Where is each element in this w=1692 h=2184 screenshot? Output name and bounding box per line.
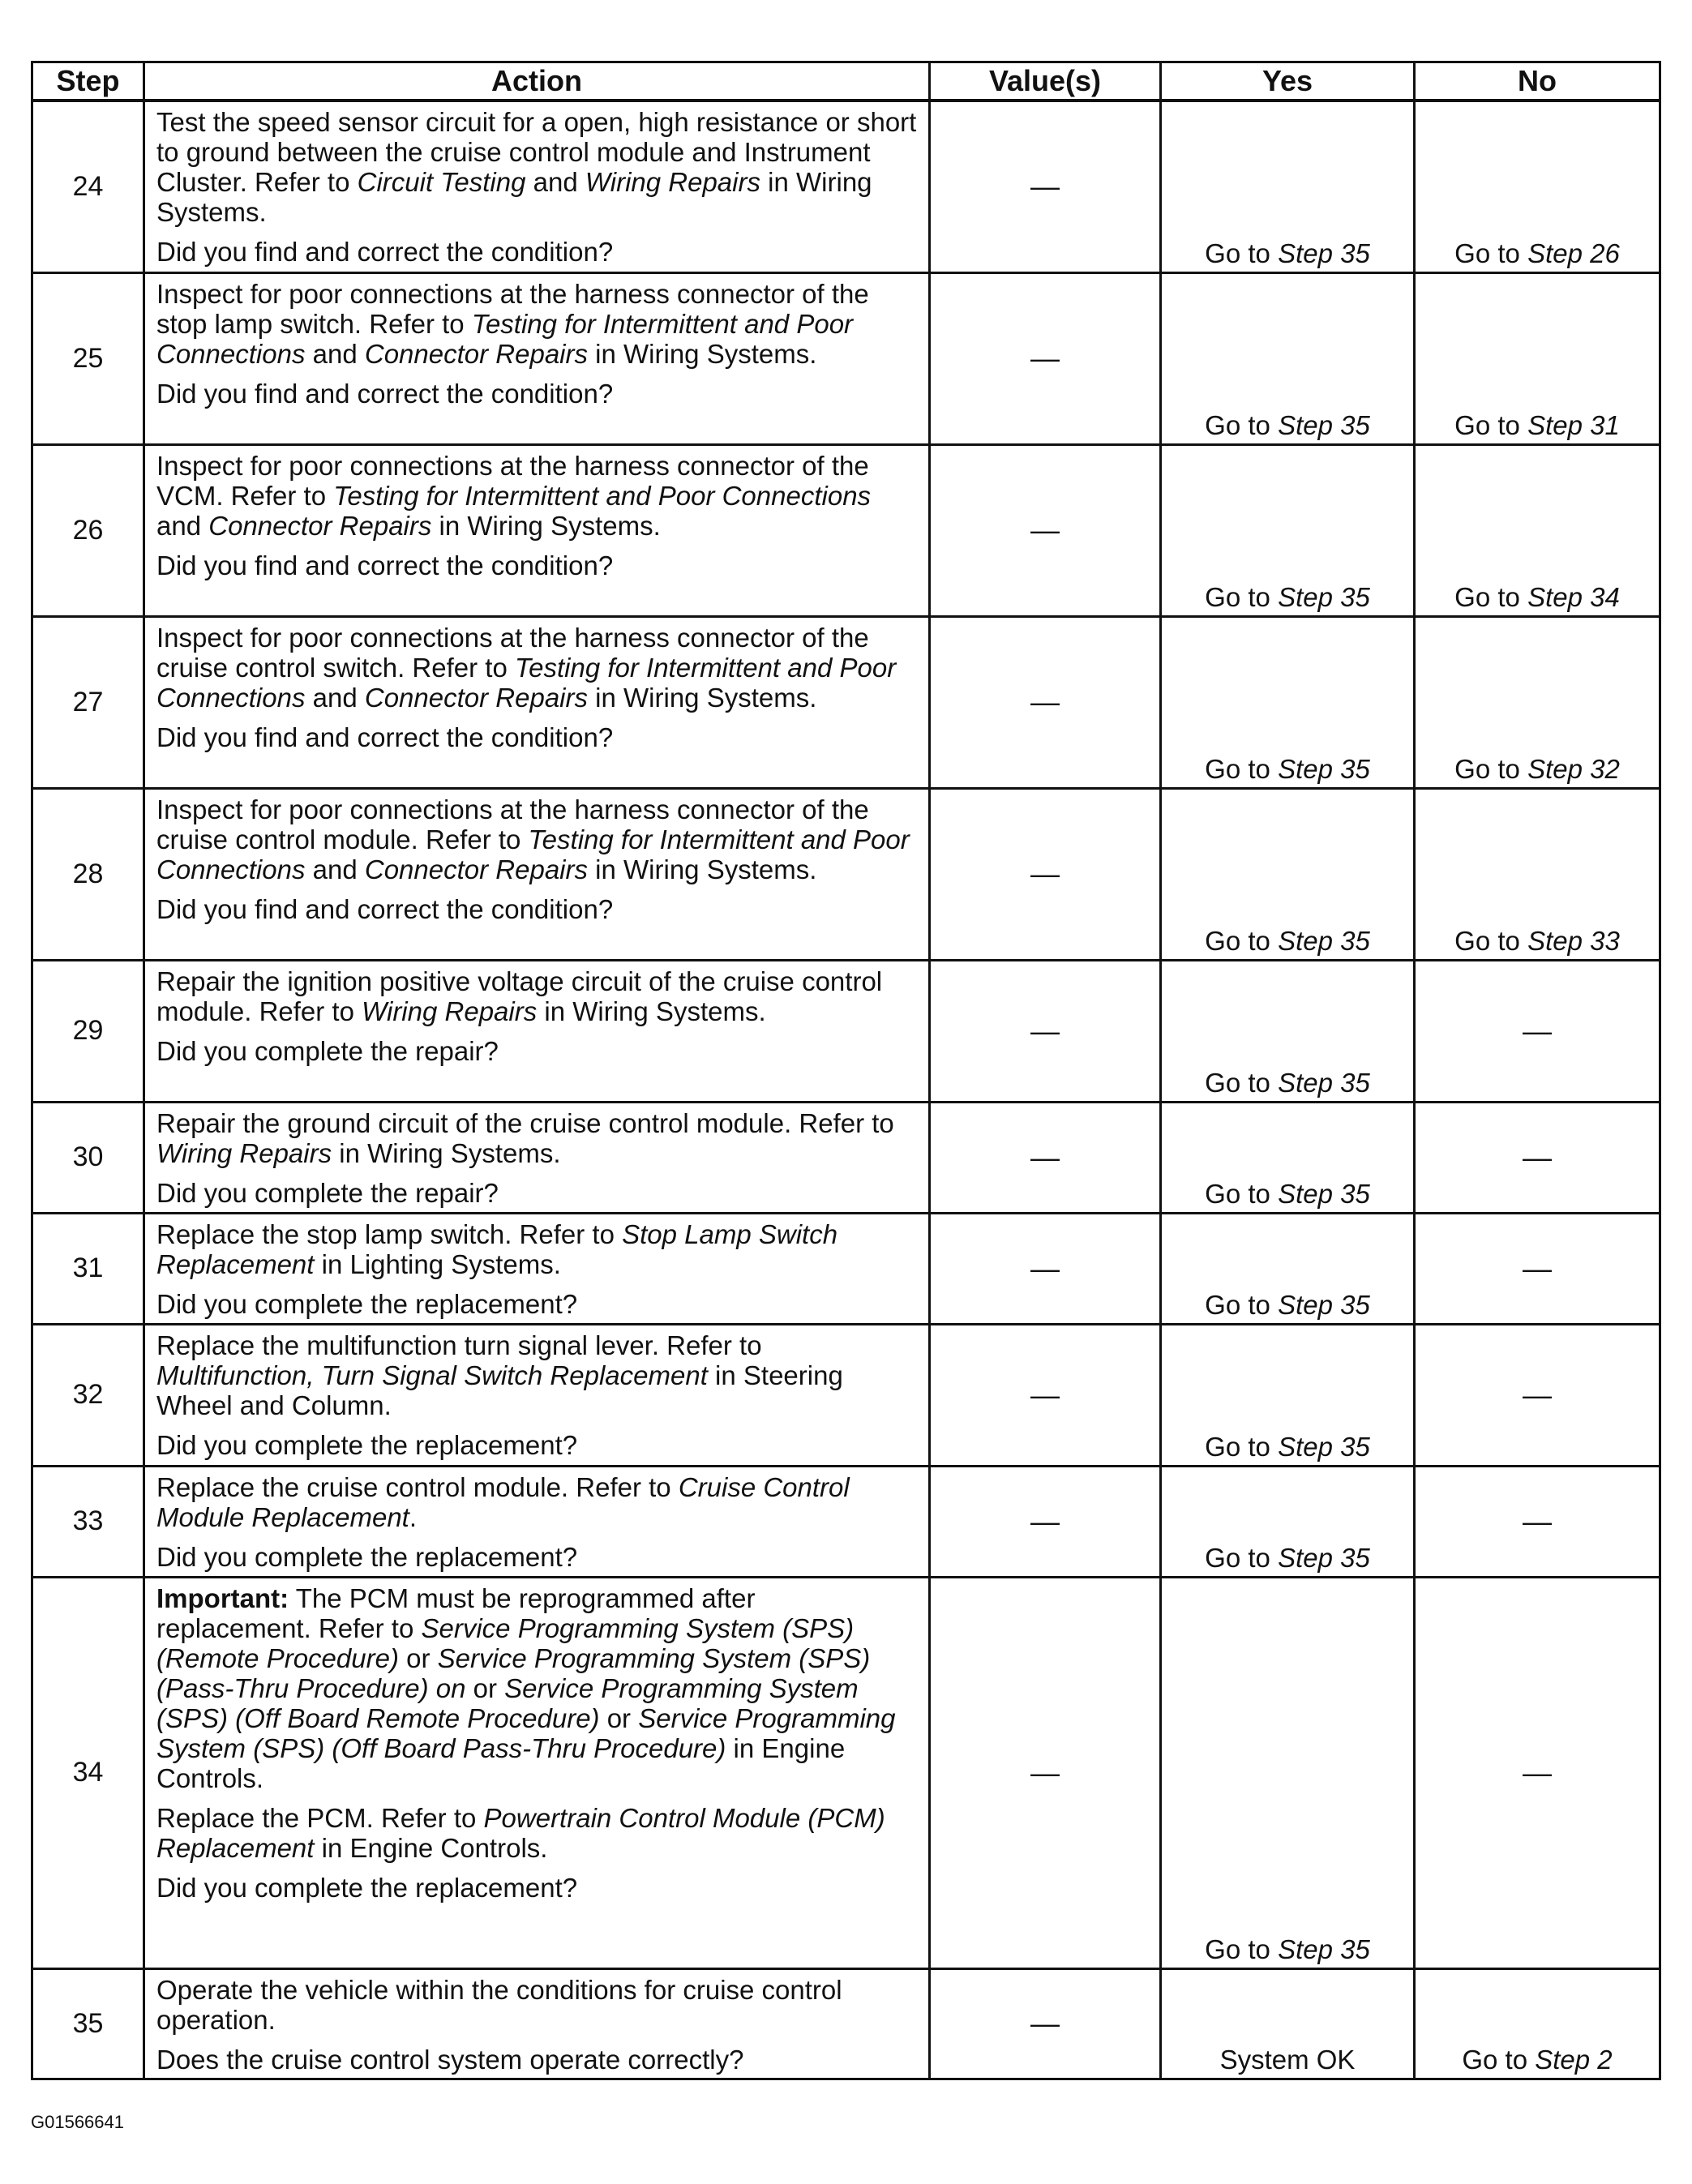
no-reference: Step 34: [1527, 581, 1620, 612]
yes-text: Go to: [1205, 1178, 1279, 1209]
action-instruction: [156, 279, 917, 369]
step-number: 35: [32, 1968, 144, 2079]
action-text: in Wiring Systems.: [156, 167, 872, 227]
action-reference: Powertrain Control Module (PCM) Replacement: [156, 1802, 885, 1863]
value-cell: —: [930, 1466, 1161, 1577]
step-number: 31: [32, 1213, 144, 1324]
action-text: or: [599, 1702, 639, 1733]
value-cell: —: [930, 1102, 1161, 1213]
header-no: No: [1415, 62, 1660, 101]
no-text: —: [1523, 1505, 1552, 1538]
yes-reference: Step 35: [1278, 1289, 1370, 1320]
action-text: Inspect for poor connections at the harness connector of the cruise control switch. Refer to: [156, 622, 869, 683]
step-number: 28: [32, 788, 144, 960]
no-reference: Step 31: [1527, 409, 1620, 440]
yes-text: Go to: [1205, 1431, 1279, 1462]
action-text: and: [156, 510, 209, 541]
no-cell: [1415, 1324, 1660, 1466]
action-text: or: [465, 1672, 505, 1703]
action-text: in Engine Controls.: [314, 1832, 548, 1863]
action-text: in Wiring Systems.: [332, 1137, 561, 1168]
value-cell: —: [930, 101, 1161, 272]
no-text: Go to: [1454, 581, 1528, 612]
no-cell: [1415, 1102, 1660, 1213]
diagnostic-table: [31, 61, 1661, 2080]
no-cell: [1415, 272, 1660, 444]
yes-reference: Step 35: [1278, 409, 1370, 440]
table-row: [32, 1213, 1660, 1324]
no-text: —: [1523, 1141, 1552, 1174]
action-instruction: [156, 794, 917, 884]
value-cell: —: [930, 1324, 1161, 1466]
action-reference: Connector Repairs: [364, 338, 588, 369]
yes-cell: [1161, 272, 1415, 444]
action-reference: Stop Lamp Switch Replacement: [156, 1218, 838, 1279]
action-reference: Connector Repairs: [208, 510, 432, 541]
yes-cell: [1161, 1213, 1415, 1324]
action-reference: Wiring Repairs: [585, 167, 760, 197]
header-values: Value(s): [930, 62, 1161, 101]
action-question: Does the cruise control system operate correctly?: [156, 2044, 744, 2075]
yes-text: System OK: [1219, 2044, 1356, 2075]
action-text: in Wiring Systems.: [431, 510, 661, 541]
action-question: Did you complete the repair?: [156, 1177, 499, 1208]
action-reference: Multifunction, Turn Signal Switch Replacement: [156, 1360, 708, 1390]
action-reference: Service Programming System (SPS) (Remote Procedure): [156, 1612, 855, 1673]
action-question: Did you find and correct the condition?: [156, 722, 614, 752]
action-question: Did you find and correct the condition?: [156, 237, 614, 267]
no-text: —: [1523, 1756, 1552, 1789]
yes-reference: Step 35: [1278, 1542, 1370, 1573]
header-step: Step: [32, 62, 144, 101]
yes-text: Go to: [1205, 409, 1279, 440]
action-cell: [144, 1577, 930, 1968]
no-text: Go to: [1454, 238, 1528, 268]
action-reference: Testing for Intermittent and Poor Connections: [156, 652, 897, 713]
action-cell: [144, 1213, 930, 1324]
action-instruction: [156, 623, 917, 713]
action-text: Inspect for poor connections at the harness connector of the cruise control module. Refer to: [156, 794, 869, 854]
yes-cell: [1161, 1968, 1415, 2079]
action-text: and: [305, 854, 365, 884]
action-reference: Wiring Repairs: [156, 1137, 332, 1168]
action-reference: Testing for Intermittent and Poor Connections: [333, 480, 872, 511]
yes-reference: Step 35: [1278, 581, 1370, 612]
action-reference: Service Programming System (SPS) (Off Board Pass-Thru Procedure): [156, 1702, 896, 1763]
yes-text: Go to: [1205, 581, 1279, 612]
action-reference: Testing for Intermittent and Poor Connections: [156, 824, 910, 884]
yes-text: Go to: [1205, 238, 1279, 268]
no-cell: [1415, 960, 1660, 1102]
action-question: Did you complete the repair?: [156, 1035, 499, 1066]
yes-reference: Step 35: [1278, 238, 1370, 268]
table-row: [32, 444, 1660, 616]
step-number: 26: [32, 444, 144, 616]
no-reference: Step 26: [1527, 238, 1620, 268]
action-reference: Service Programming System (SPS) (Off Board Remote Procedure): [156, 1672, 859, 1733]
no-text: Go to: [1454, 409, 1528, 440]
action-cell: [144, 272, 930, 444]
action-text: in Wiring Systems.: [588, 682, 817, 713]
action-reference: Connector Repairs: [364, 854, 588, 884]
yes-text: Go to: [1205, 925, 1279, 956]
action-text: in Wiring Systems.: [537, 996, 766, 1026]
yes-cell: [1161, 101, 1415, 272]
yes-reference: Step 35: [1278, 1067, 1370, 1098]
value-cell: —: [930, 960, 1161, 1102]
action-text: in Wiring Systems.: [588, 854, 817, 884]
yes-text: Go to: [1205, 1067, 1279, 1098]
action-text: and: [305, 338, 365, 369]
action-text: The PCM must be reprogrammed after replacement. Refer to: [156, 1582, 756, 1643]
action-question: Did you complete the replacement?: [156, 1541, 578, 1572]
action-instruction: [156, 1330, 917, 1420]
no-cell: [1415, 1577, 1660, 1968]
no-cell: [1415, 444, 1660, 616]
value-cell: —: [930, 616, 1161, 788]
action-cell: [144, 444, 930, 616]
action-reference: Circuit Testing: [357, 167, 526, 197]
action-reference: Wiring Repairs: [362, 996, 538, 1026]
yes-cell: [1161, 444, 1415, 616]
action-cell: [144, 1466, 930, 1577]
yes-text: Go to: [1205, 1542, 1279, 1573]
no-reference: Step 32: [1527, 753, 1620, 784]
value-cell: —: [930, 272, 1161, 444]
action-question: Did you complete the replacement?: [156, 1872, 578, 1903]
step-number: 34: [32, 1577, 144, 1968]
no-text: Go to: [1462, 2044, 1536, 2075]
yes-reference: Step 35: [1278, 1431, 1370, 1462]
step-number: 27: [32, 616, 144, 788]
yes-cell: [1161, 616, 1415, 788]
action-instruction: [156, 1472, 917, 1532]
action-instruction: [156, 1108, 917, 1168]
yes-reference: Step 35: [1278, 925, 1370, 956]
yes-cell: [1161, 1102, 1415, 1213]
action-text: or: [398, 1642, 438, 1673]
action-text: Inspect for poor connections at the harness connector of the stop lamp switch. Refer to: [156, 278, 869, 339]
table-row: [32, 1968, 1660, 2079]
no-cell: [1415, 101, 1660, 272]
action-text: Replace the PCM. Refer to: [156, 1802, 484, 1833]
action-cell: [144, 960, 930, 1102]
step-number: 24: [32, 101, 144, 272]
yes-cell: [1161, 1324, 1415, 1466]
step-number: 30: [32, 1102, 144, 1213]
action-text: .: [409, 1501, 418, 1532]
action-text: in Lighting Systems.: [314, 1248, 561, 1279]
action-cell: [144, 616, 930, 788]
header-action: Action: [144, 62, 930, 101]
table-row: [32, 1577, 1660, 1968]
action-text: Replace the multifunction turn signal lever. Refer to: [156, 1330, 762, 1360]
action-cell: [144, 788, 930, 960]
value-cell: —: [930, 1577, 1161, 1968]
no-text: Go to: [1454, 925, 1528, 956]
action-instruction: [156, 107, 917, 227]
value-cell: —: [930, 1213, 1161, 1324]
yes-reference: Step 35: [1278, 1933, 1370, 1964]
table-body: [32, 101, 1660, 2079]
header-yes: Yes: [1161, 62, 1415, 101]
action-instruction: [156, 1219, 917, 1279]
value-cell: —: [930, 788, 1161, 960]
yes-text: Go to: [1205, 753, 1279, 784]
yes-cell: [1161, 1577, 1415, 1968]
action-instruction: [156, 1583, 917, 1793]
action-cell: [144, 101, 930, 272]
action-instruction: [156, 966, 917, 1026]
action-text: in Steering Wheel and Column.: [156, 1360, 843, 1420]
yes-reference: Step 35: [1278, 1178, 1370, 1209]
action-text: Inspect for poor connections at the harness connector of the VCM. Refer to: [156, 450, 869, 511]
table-row: [32, 1324, 1660, 1466]
figure-id: G01566641: [31, 2112, 124, 2132]
action-question: Did you complete the replacement?: [156, 1429, 578, 1460]
action-reference: Testing for Intermittent and Poor Connections: [156, 308, 854, 369]
no-cell: [1415, 1213, 1660, 1324]
table-row: [32, 272, 1660, 444]
table-row: [32, 101, 1660, 272]
yes-cell: [1161, 960, 1415, 1102]
action-reference: Connector Repairs: [364, 682, 588, 713]
action-cell: [144, 1968, 930, 2079]
step-number: 32: [32, 1324, 144, 1466]
yes-text: Go to: [1205, 1289, 1279, 1320]
table-row: [32, 1466, 1660, 1577]
header-row: [32, 62, 1660, 101]
no-reference: Step 33: [1527, 925, 1620, 956]
step-number: 29: [32, 960, 144, 1102]
no-text: —: [1523, 1014, 1552, 1047]
action-instruction: [156, 451, 917, 541]
no-text: —: [1523, 1252, 1552, 1285]
action-question: Did you find and correct the condition?: [156, 893, 614, 924]
action-cell: [144, 1324, 930, 1466]
action-cell: [144, 1102, 930, 1213]
no-text: —: [1523, 1378, 1552, 1411]
action-instruction: [156, 1975, 917, 2035]
no-cell: [1415, 616, 1660, 788]
action-question: Did you complete the replacement?: [156, 1288, 578, 1319]
step-number: 25: [32, 272, 144, 444]
table-row: [32, 788, 1660, 960]
action-text: Operate the vehicle within the conditions for cruise control operation.: [156, 1974, 842, 2035]
action-text: Replace the stop lamp switch. Refer to: [156, 1218, 623, 1249]
table-row: [32, 616, 1660, 788]
yes-reference: Step 35: [1278, 753, 1370, 784]
action-question: Did you find and correct the condition?: [156, 550, 614, 580]
no-cell: [1415, 788, 1660, 960]
action-reference: Service Programming System (SPS) (Pass-Thru Procedure) on: [156, 1642, 871, 1703]
action-text: in Engine Controls.: [156, 1732, 846, 1793]
yes-cell: [1161, 1466, 1415, 1577]
value-cell: —: [930, 1968, 1161, 2079]
action-text: Repair the ground circuit of the cruise control module. Refer to: [156, 1107, 894, 1138]
action-text: Replace the cruise control module. Refer to: [156, 1471, 679, 1502]
no-reference: Step 2: [1535, 2044, 1613, 2075]
no-cell: [1415, 1466, 1660, 1577]
table-row: [32, 960, 1660, 1102]
action-text: in Wiring Systems.: [588, 338, 817, 369]
action-question: Did you find and correct the condition?: [156, 378, 614, 409]
table-row: [32, 1102, 1660, 1213]
action-text: and: [525, 167, 585, 197]
value-cell: —: [930, 444, 1161, 616]
action-instruction-secondary: [156, 1803, 917, 1863]
action-text: and: [305, 682, 365, 713]
action-reference: Cruise Control Module Replacement: [156, 1471, 850, 1532]
action-text: Repair the ignition positive voltage circuit of the cruise control module. Refer to: [156, 966, 883, 1026]
no-cell: [1415, 1968, 1660, 2079]
action-text: Test the speed sensor circuit for a open, high resistance or short to ground between the cruise control module and Instrument Cluster. Refer to: [156, 107, 917, 197]
no-text: Go to: [1454, 753, 1528, 784]
yes-text: Go to: [1205, 1933, 1279, 1964]
action-emphasis: Important:: [156, 1582, 289, 1613]
yes-cell: [1161, 788, 1415, 960]
step-number: 33: [32, 1466, 144, 1577]
